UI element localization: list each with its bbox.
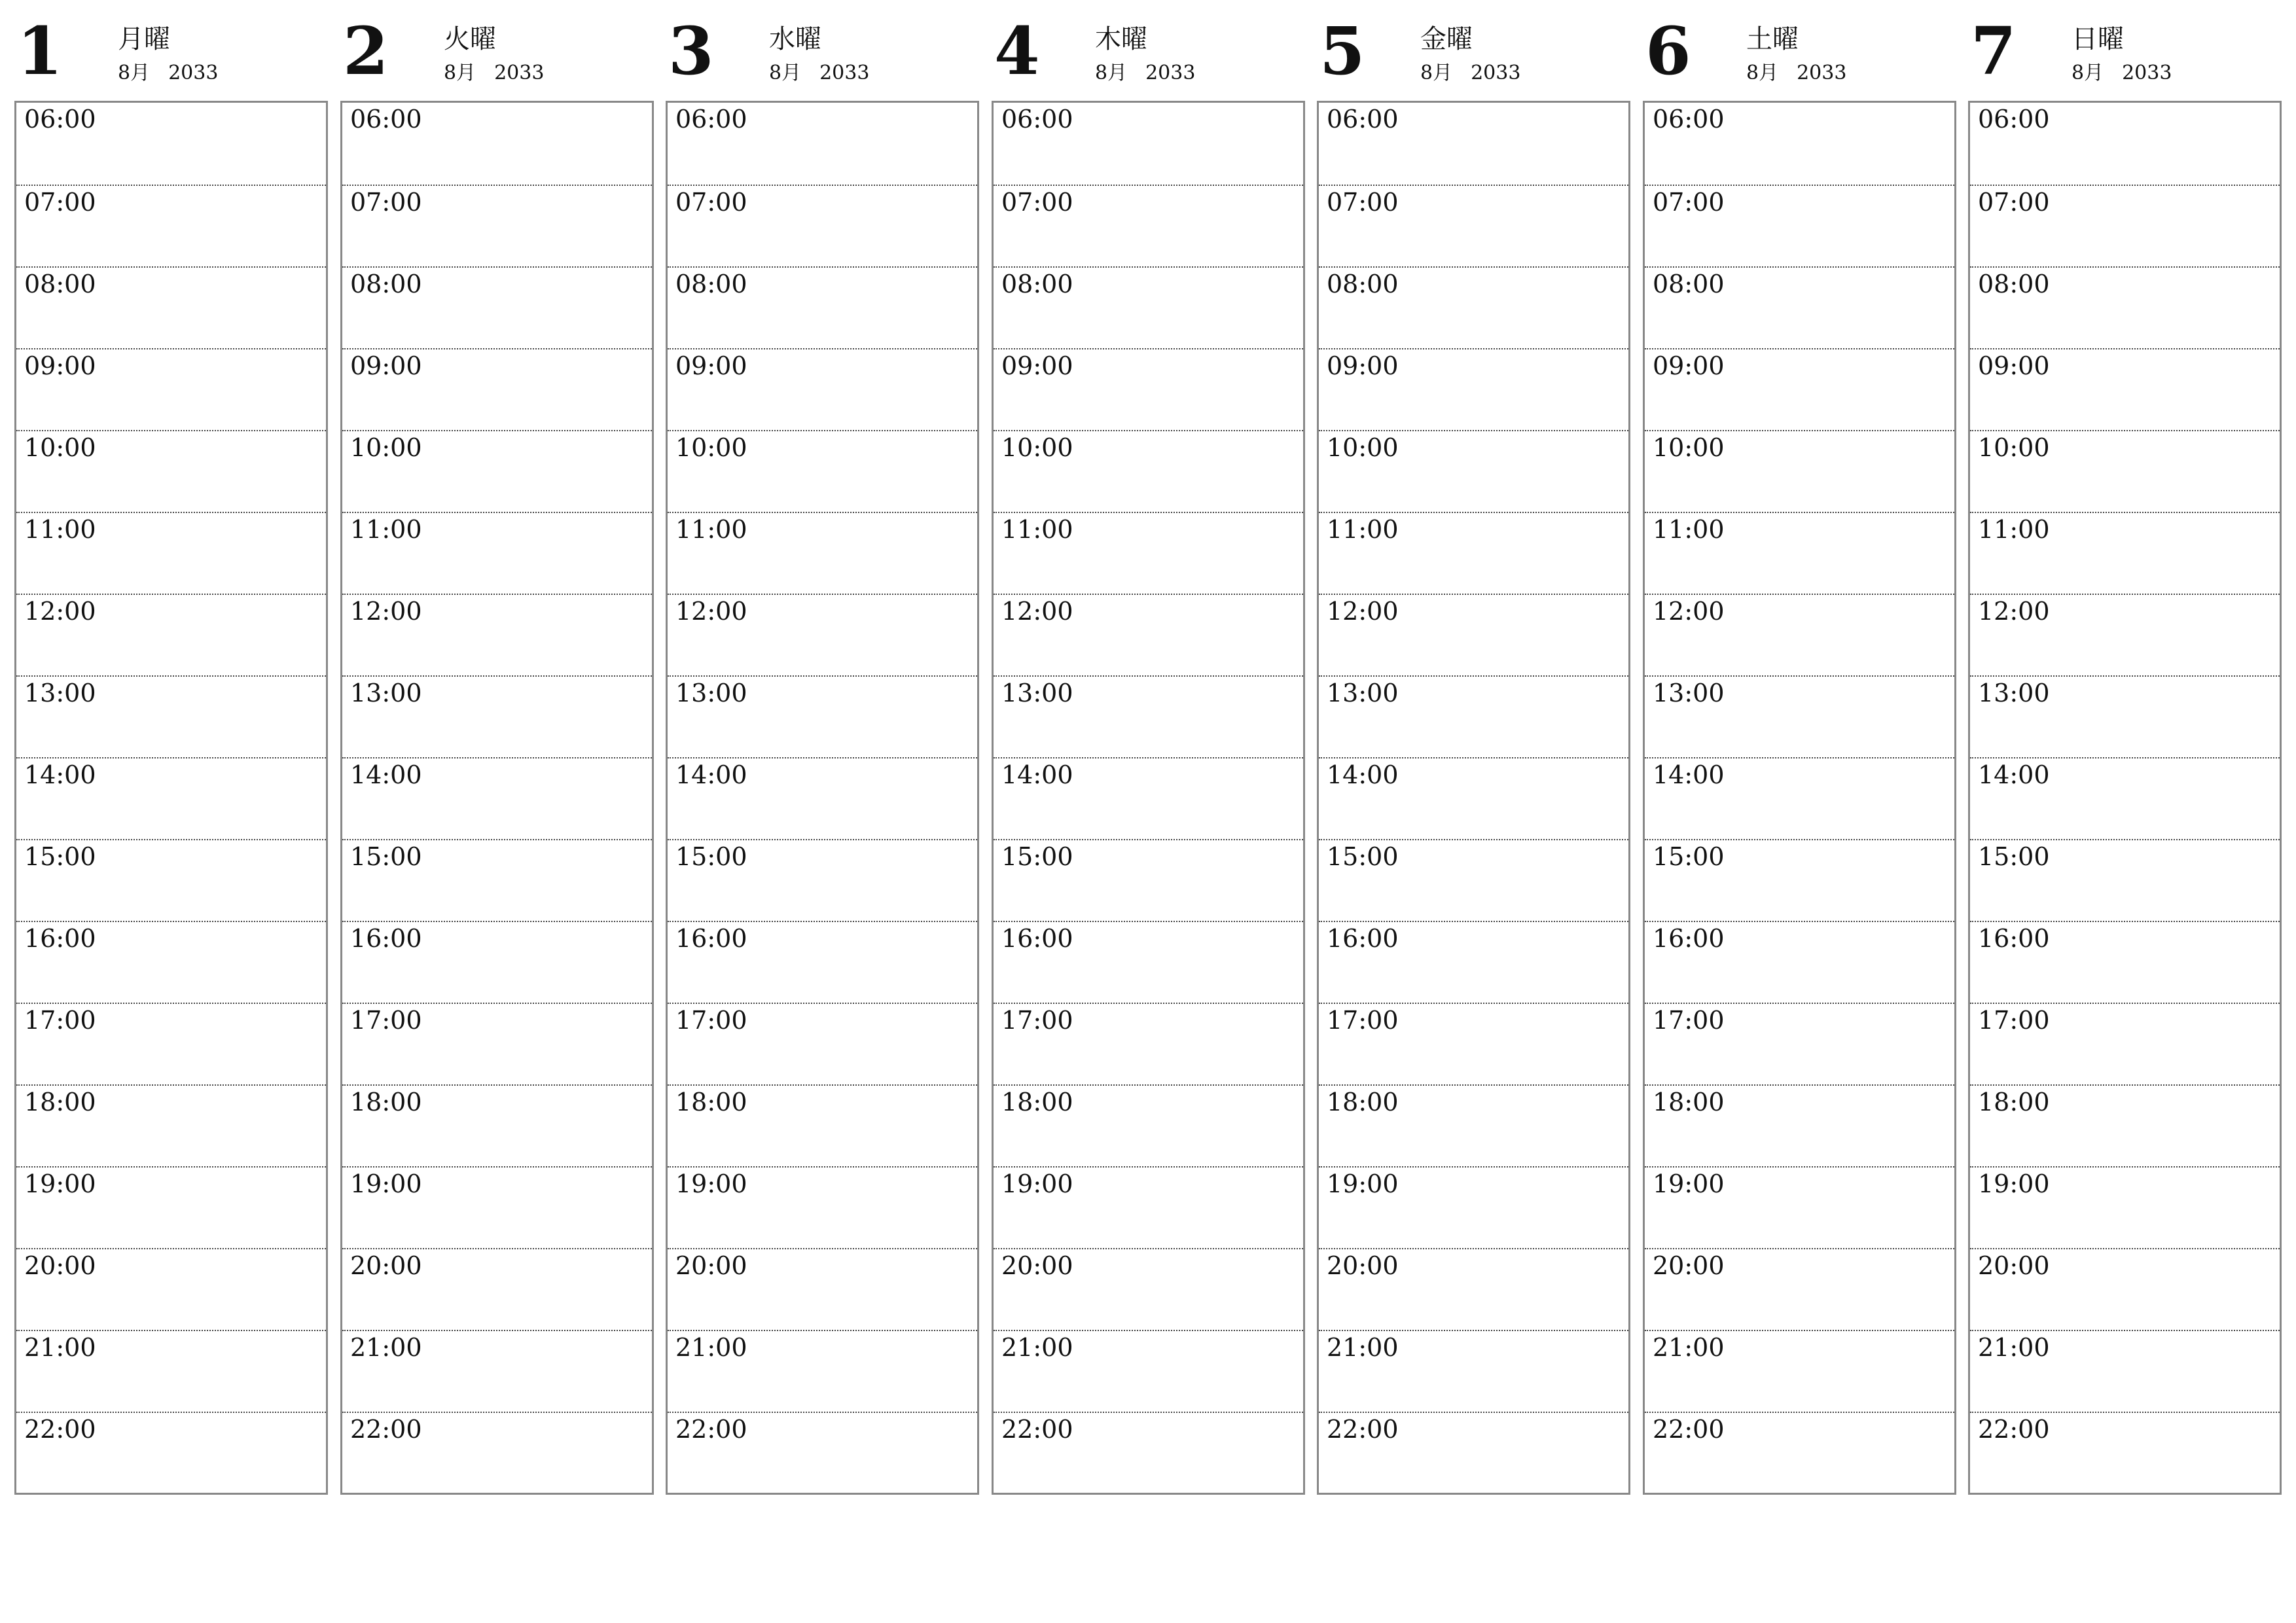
hour-label: 09:00	[675, 351, 747, 380]
hour-label: 22:00	[1653, 1415, 1725, 1444]
hour-slot[interactable]	[1319, 1330, 1628, 1412]
day-schedule-box	[1317, 101, 1630, 1495]
hour-slot[interactable]	[342, 1166, 652, 1248]
day-name: 水曜	[769, 24, 821, 54]
hour-label: 09:00	[1978, 351, 2050, 380]
day-month-year	[2072, 62, 2172, 85]
hour-slot[interactable]	[668, 1003, 977, 1084]
day-header	[992, 0, 1304, 98]
hour-label: 21:00	[675, 1333, 747, 1362]
hour-slot[interactable]	[16, 839, 326, 921]
hour-label: 18:00	[1001, 1088, 1073, 1116]
hour-slot[interactable]	[342, 1003, 652, 1084]
hour-slot[interactable]	[994, 512, 1303, 594]
hour-slot[interactable]	[1319, 921, 1628, 1003]
hour-slot[interactable]	[1645, 757, 1954, 839]
hour-slot[interactable]	[1970, 430, 2280, 512]
hour-slot[interactable]	[994, 266, 1303, 348]
hour-slot[interactable]	[16, 103, 326, 185]
hour-slot[interactable]	[1319, 103, 1628, 185]
hour-slot[interactable]	[1319, 675, 1628, 757]
hour-slot[interactable]	[1319, 430, 1628, 512]
hour-slot[interactable]	[668, 348, 977, 430]
hour-slot[interactable]	[1970, 1330, 2280, 1412]
hour-label: 22:00	[1327, 1415, 1399, 1444]
hour-label: 16:00	[675, 924, 747, 953]
month-label: 8月	[444, 62, 476, 84]
hour-slot[interactable]	[16, 1003, 326, 1084]
day-schedule-box	[14, 101, 328, 1495]
day-column	[1643, 0, 1955, 1505]
hour-slot[interactable]	[16, 594, 326, 675]
hour-label: 11:00	[1653, 515, 1725, 544]
hour-slot[interactable]	[668, 266, 977, 348]
hour-label: 13:00	[24, 679, 96, 707]
hour-slot[interactable]	[1319, 266, 1628, 348]
hour-slot[interactable]	[342, 839, 652, 921]
day-number: 2	[343, 12, 389, 90]
hour-slot[interactable]	[1970, 348, 2280, 430]
hour-slot[interactable]	[994, 1003, 1303, 1084]
hour-label: 11:00	[350, 515, 422, 544]
hour-label: 10:00	[1653, 433, 1725, 462]
hour-label: 08:00	[1978, 270, 2050, 298]
day-schedule-box	[1968, 101, 2282, 1495]
hour-slot[interactable]	[1970, 839, 2280, 921]
hour-slot[interactable]	[342, 266, 652, 348]
hour-slot[interactable]	[1970, 1412, 2280, 1493]
year-label: 2033	[2122, 62, 2172, 84]
hour-slot[interactable]	[1645, 266, 1954, 348]
hour-label: 15:00	[350, 842, 422, 871]
hour-slot[interactable]	[994, 757, 1303, 839]
hour-label: 07:00	[350, 188, 422, 217]
day-month-year	[1095, 62, 1195, 85]
hour-label: 20:00	[1978, 1251, 2050, 1280]
hour-slot[interactable]	[1645, 185, 1954, 266]
hour-label: 15:00	[24, 842, 96, 871]
hour-label: 08:00	[1653, 270, 1725, 298]
hour-slot[interactable]	[342, 103, 652, 185]
hour-slot[interactable]	[668, 185, 977, 266]
hour-slot[interactable]	[994, 839, 1303, 921]
hour-label: 13:00	[350, 679, 422, 707]
hour-slot[interactable]	[1970, 921, 2280, 1003]
hour-slot[interactable]	[1319, 1248, 1628, 1330]
hour-slot[interactable]	[668, 430, 977, 512]
day-header	[340, 0, 653, 98]
hour-label: 11:00	[1001, 515, 1073, 544]
hour-label: 09:00	[1001, 351, 1073, 380]
hour-label: 17:00	[1978, 1006, 2050, 1035]
month-label: 8月	[2072, 62, 2104, 84]
hour-label: 20:00	[350, 1251, 422, 1280]
hour-label: 14:00	[1327, 760, 1399, 789]
day-schedule-box	[1643, 101, 1956, 1495]
hour-slot[interactable]	[668, 1330, 977, 1412]
hour-label: 16:00	[1001, 924, 1073, 953]
day-header	[1643, 0, 1955, 98]
hour-label: 09:00	[1653, 351, 1725, 380]
hour-label: 21:00	[1978, 1333, 2050, 1362]
hour-label: 10:00	[1001, 433, 1073, 462]
hour-label: 12:00	[350, 597, 422, 626]
hour-slot[interactable]	[994, 1412, 1303, 1493]
year-label: 2033	[1797, 62, 1847, 84]
hour-slot[interactable]	[994, 430, 1303, 512]
hour-slot[interactable]	[1645, 839, 1954, 921]
hour-slot[interactable]	[16, 1084, 326, 1166]
hour-slot[interactable]	[342, 348, 652, 430]
hour-label: 15:00	[675, 842, 747, 871]
day-column	[666, 0, 978, 1505]
hour-slot[interactable]	[994, 1166, 1303, 1248]
year-label: 2033	[494, 62, 545, 84]
hour-label: 19:00	[1653, 1169, 1725, 1198]
hour-slot[interactable]	[342, 430, 652, 512]
hour-label: 11:00	[24, 515, 96, 544]
hour-label: 22:00	[1001, 1415, 1073, 1444]
hour-slot[interactable]	[1970, 675, 2280, 757]
hour-label: 14:00	[1653, 760, 1725, 789]
hour-slot[interactable]	[994, 921, 1303, 1003]
day-number: 7	[1971, 12, 2017, 90]
day-number: 6	[1645, 12, 1691, 90]
hour-slot[interactable]	[342, 1412, 652, 1493]
month-label: 8月	[769, 62, 802, 84]
month-label: 8月	[1095, 62, 1128, 84]
hour-label: 07:00	[675, 188, 747, 217]
hour-label: 06:00	[24, 105, 96, 134]
hour-label: 09:00	[1327, 351, 1399, 380]
hour-label: 13:00	[1327, 679, 1399, 707]
day-name: 金曜	[1420, 24, 1473, 54]
hour-label: 21:00	[24, 1333, 96, 1362]
hour-slot[interactable]	[1645, 1330, 1954, 1412]
day-header	[14, 0, 327, 98]
year-label: 2033	[1145, 62, 1196, 84]
hour-slot[interactable]	[994, 675, 1303, 757]
hour-slot[interactable]	[668, 512, 977, 594]
day-name: 日曜	[2072, 24, 2124, 54]
hour-slot[interactable]	[1645, 348, 1954, 430]
hour-label: 17:00	[675, 1006, 747, 1035]
day-header	[1968, 0, 2280, 98]
day-schedule-box	[340, 101, 654, 1495]
hour-label: 17:00	[1327, 1006, 1399, 1035]
hour-label: 07:00	[1978, 188, 2050, 217]
month-label: 8月	[1420, 62, 1453, 84]
hour-label: 20:00	[1653, 1251, 1725, 1280]
hour-label: 18:00	[1327, 1088, 1399, 1116]
day-month-year	[1746, 62, 1846, 85]
hour-label: 16:00	[24, 924, 96, 953]
hour-slot[interactable]	[994, 185, 1303, 266]
hour-slot[interactable]	[1970, 512, 2280, 594]
hour-label: 16:00	[1327, 924, 1399, 953]
hour-slot[interactable]	[1319, 1003, 1628, 1084]
hour-slot[interactable]	[1645, 1084, 1954, 1166]
hour-slot[interactable]	[1319, 185, 1628, 266]
hour-label: 10:00	[1327, 433, 1399, 462]
hour-label: 19:00	[1327, 1169, 1399, 1198]
hour-label: 17:00	[24, 1006, 96, 1035]
hour-label: 10:00	[350, 433, 422, 462]
hour-slot[interactable]	[1319, 839, 1628, 921]
hour-label: 22:00	[24, 1415, 96, 1444]
hour-label: 12:00	[1327, 597, 1399, 626]
hour-slot[interactable]	[342, 594, 652, 675]
hour-label: 14:00	[24, 760, 96, 789]
hour-slot[interactable]	[1319, 1166, 1628, 1248]
year-label: 2033	[819, 62, 870, 84]
hour-slot[interactable]	[342, 921, 652, 1003]
hour-label: 17:00	[1653, 1006, 1725, 1035]
hour-label: 09:00	[24, 351, 96, 380]
hour-label: 18:00	[1653, 1088, 1725, 1116]
hour-label: 07:00	[1001, 188, 1073, 217]
hour-label: 08:00	[350, 270, 422, 298]
hour-slot[interactable]	[1970, 757, 2280, 839]
day-header	[1317, 0, 1629, 98]
hour-label: 14:00	[675, 760, 747, 789]
hour-label: 16:00	[1653, 924, 1725, 953]
hour-slot[interactable]	[1645, 675, 1954, 757]
day-column	[340, 0, 653, 1505]
hour-label: 21:00	[1001, 1333, 1073, 1362]
hour-label: 15:00	[1327, 842, 1399, 871]
hour-slot[interactable]	[1970, 1084, 2280, 1166]
hour-label: 15:00	[1001, 842, 1073, 871]
hour-label: 19:00	[350, 1169, 422, 1198]
hour-label: 08:00	[1001, 270, 1073, 298]
hour-label: 14:00	[350, 760, 422, 789]
hour-slot[interactable]	[342, 675, 652, 757]
day-column	[1317, 0, 1629, 1505]
hour-slot[interactable]	[668, 594, 977, 675]
hour-slot[interactable]	[1319, 594, 1628, 675]
hour-label: 16:00	[1978, 924, 2050, 953]
weekly-planner	[14, 0, 2287, 1505]
day-month-year	[1420, 62, 1520, 85]
day-name: 木曜	[1095, 24, 1147, 54]
day-month-year	[444, 62, 544, 85]
hour-slot[interactable]	[994, 1248, 1303, 1330]
hour-slot[interactable]	[668, 1412, 977, 1493]
hour-label: 10:00	[675, 433, 747, 462]
hour-label: 22:00	[675, 1415, 747, 1444]
hour-label: 13:00	[1978, 679, 2050, 707]
hour-label: 18:00	[675, 1088, 747, 1116]
hour-label: 06:00	[350, 105, 422, 134]
hour-label: 06:00	[675, 105, 747, 134]
hour-slot[interactable]	[1319, 512, 1628, 594]
hour-label: 08:00	[1327, 270, 1399, 298]
hour-slot[interactable]	[668, 839, 977, 921]
year-label: 2033	[168, 62, 219, 84]
hour-slot[interactable]	[1319, 348, 1628, 430]
hour-label: 08:00	[675, 270, 747, 298]
hour-slot[interactable]	[16, 921, 326, 1003]
hour-label: 20:00	[675, 1251, 747, 1280]
day-month-year	[769, 62, 869, 85]
hour-slot[interactable]	[1970, 266, 2280, 348]
hour-label: 20:00	[24, 1251, 96, 1280]
hour-slot[interactable]	[994, 103, 1303, 185]
hour-slot[interactable]	[1970, 594, 2280, 675]
hour-label: 13:00	[1001, 679, 1073, 707]
day-month-year	[118, 62, 218, 85]
hour-label: 12:00	[675, 597, 747, 626]
day-column	[1968, 0, 2280, 1505]
hour-slot[interactable]	[16, 430, 326, 512]
hour-slot[interactable]	[994, 1330, 1303, 1412]
hour-label: 22:00	[1978, 1415, 2050, 1444]
day-number: 3	[668, 12, 714, 90]
hour-slot[interactable]	[668, 675, 977, 757]
hour-slot[interactable]	[1645, 921, 1954, 1003]
hour-slot[interactable]	[16, 757, 326, 839]
hour-label: 19:00	[675, 1169, 747, 1198]
hour-slot[interactable]	[1645, 512, 1954, 594]
day-name: 月曜	[118, 24, 170, 54]
hour-label: 14:00	[1978, 760, 2050, 789]
hour-label: 12:00	[1001, 597, 1073, 626]
day-name: 火曜	[444, 24, 496, 54]
month-label: 8月	[118, 62, 151, 84]
hour-slot[interactable]	[1970, 1248, 2280, 1330]
hour-slot[interactable]	[668, 1248, 977, 1330]
hour-slot[interactable]	[994, 1084, 1303, 1166]
hour-label: 19:00	[1001, 1169, 1073, 1198]
hour-label: 20:00	[1001, 1251, 1073, 1280]
hour-label: 14:00	[1001, 760, 1073, 789]
hour-slot[interactable]	[16, 266, 326, 348]
hour-label: 12:00	[1653, 597, 1725, 626]
hour-label: 19:00	[24, 1169, 96, 1198]
hour-label: 07:00	[24, 188, 96, 217]
day-name: 土曜	[1746, 24, 1799, 54]
hour-label: 22:00	[350, 1415, 422, 1444]
hour-label: 07:00	[1653, 188, 1725, 217]
hour-label: 21:00	[350, 1333, 422, 1362]
hour-slot[interactable]	[16, 1166, 326, 1248]
hour-slot[interactable]	[1645, 103, 1954, 185]
hour-label: 18:00	[1978, 1088, 2050, 1116]
hour-slot[interactable]	[1970, 185, 2280, 266]
hour-slot[interactable]	[1319, 1412, 1628, 1493]
hour-label: 20:00	[1327, 1251, 1399, 1280]
hour-slot[interactable]	[994, 348, 1303, 430]
hour-label: 15:00	[1978, 842, 2050, 871]
hour-slot[interactable]	[1645, 430, 1954, 512]
hour-label: 16:00	[350, 924, 422, 953]
hour-slot[interactable]	[16, 1248, 326, 1330]
hour-label: 07:00	[1327, 188, 1399, 217]
day-schedule-box	[666, 101, 979, 1495]
hour-label: 06:00	[1327, 105, 1399, 134]
hour-slot[interactable]	[1970, 1166, 2280, 1248]
hour-slot[interactable]	[668, 1166, 977, 1248]
hour-label: 13:00	[1653, 679, 1725, 707]
hour-slot[interactable]	[16, 1330, 326, 1412]
hour-slot[interactable]	[16, 348, 326, 430]
hour-label: 18:00	[24, 1088, 96, 1116]
month-label: 8月	[1746, 62, 1779, 84]
day-number: 1	[17, 12, 63, 90]
hour-label: 06:00	[1653, 105, 1725, 134]
hour-label: 13:00	[675, 679, 747, 707]
hour-slot[interactable]	[16, 675, 326, 757]
hour-label: 06:00	[1001, 105, 1073, 134]
day-schedule-box	[992, 101, 1305, 1495]
hour-slot[interactable]	[1319, 1084, 1628, 1166]
hour-label: 10:00	[24, 433, 96, 462]
hour-slot[interactable]	[342, 1248, 652, 1330]
hour-slot[interactable]	[342, 1330, 652, 1412]
hour-label: 09:00	[350, 351, 422, 380]
hour-label: 17:00	[1001, 1006, 1073, 1035]
day-column	[14, 0, 327, 1505]
hour-slot[interactable]	[1645, 1166, 1954, 1248]
hour-label: 10:00	[1978, 433, 2050, 462]
hour-label: 12:00	[24, 597, 96, 626]
hour-slot[interactable]	[342, 512, 652, 594]
hour-slot[interactable]	[1645, 1003, 1954, 1084]
hour-slot[interactable]	[668, 921, 977, 1003]
hour-slot[interactable]	[16, 185, 326, 266]
hour-slot[interactable]	[16, 1412, 326, 1493]
hour-label: 11:00	[1978, 515, 2050, 544]
hour-slot[interactable]	[1970, 1003, 2280, 1084]
hour-slot[interactable]	[668, 1084, 977, 1166]
day-number: 5	[1319, 12, 1365, 90]
hour-label: 06:00	[1978, 105, 2050, 134]
hour-slot[interactable]	[668, 757, 977, 839]
hour-slot[interactable]	[342, 757, 652, 839]
hour-label: 19:00	[1978, 1169, 2050, 1198]
day-number: 4	[994, 12, 1040, 90]
day-header	[666, 0, 978, 98]
hour-slot[interactable]	[1645, 1248, 1954, 1330]
hour-label: 08:00	[24, 270, 96, 298]
hour-label: 11:00	[1327, 515, 1399, 544]
hour-slot[interactable]	[1319, 757, 1628, 839]
hour-slot[interactable]	[994, 594, 1303, 675]
hour-slot[interactable]	[342, 1084, 652, 1166]
hour-label: 17:00	[350, 1006, 422, 1035]
hour-slot[interactable]	[1970, 103, 2280, 185]
hour-slot[interactable]	[342, 185, 652, 266]
day-column	[992, 0, 1304, 1505]
hour-label: 21:00	[1327, 1333, 1399, 1362]
hour-slot[interactable]	[668, 103, 977, 185]
hour-label: 21:00	[1653, 1333, 1725, 1362]
hour-slot[interactable]	[1645, 594, 1954, 675]
hour-label: 11:00	[675, 515, 747, 544]
hour-slot[interactable]	[16, 512, 326, 594]
hour-label: 18:00	[350, 1088, 422, 1116]
hour-label: 12:00	[1978, 597, 2050, 626]
hour-label: 15:00	[1653, 842, 1725, 871]
year-label: 2033	[1471, 62, 1521, 84]
hour-slot[interactable]	[1645, 1412, 1954, 1493]
